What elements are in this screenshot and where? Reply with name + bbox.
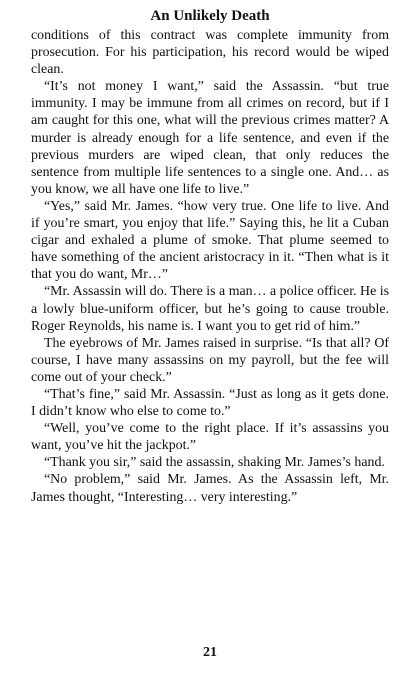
body-text bbox=[31, 27, 389, 506]
paragraph-8: “Thank you sir,” said the assassin, shaking Mr. James’s hand. bbox=[44, 455, 385, 471]
paragraph-1: conditions of this contract was complete immunity from prosecution. For his participation, his record would be wiped clean. bbox=[31, 28, 389, 78]
paragraph-9: “No problem,” said Mr. James. As the Assassin left, Mr. James thought, “Interesting… very interesting.” bbox=[31, 472, 389, 505]
paragraph-6: “That’s fine,” said Mr. Assassin. “Just as long as it gets done. I didn’t know who else to come to.” bbox=[31, 386, 389, 420]
paragraph-3: “Yes,” said Mr. James. “how very true. One life to live. And if you’re smart, you enjoy that life.” Saying this, he lit a Cuban cigar and exhaled a plume of smoke. That plume seemed to have something of the ancient aristocracy in it. “Then what is it that you do want, Mr…” bbox=[31, 198, 389, 283]
paragraph-2: “It’s not money I want,” said the Assassin. “but true immunity. I may be immune from all crimes on record, but if I am caught for this one, what will the previous crimes matter? A murder is already enough for a life sentence, and even if the previous murders are wiped clean, that only reduces the sentence from multiple life sentences to a single one. And… as you know, we all have one life to live.” bbox=[31, 79, 389, 197]
paragraph-5: The eyebrows of Mr. James raised in surprise. “Is that all? Of course, I have many assassins on my payroll, but the fee will come out of your check.” bbox=[31, 335, 389, 385]
paragraph-4: “Mr. Assassin will do. There is a man… a police officer. He is a lowly blue-uniform officer, but he’s going to cause trouble. Roger Reynolds, his name is. I want you to get rid of him.” bbox=[31, 284, 389, 334]
page-number: 21 bbox=[203, 645, 217, 660]
running-head-title: An Unlikely Death bbox=[150, 8, 270, 24]
paragraph-7: “Well, you’ve come to the right place. If it’s assassins you want, you’ve hit the jackpot.” bbox=[31, 421, 389, 454]
book-page bbox=[31, 0, 389, 681]
